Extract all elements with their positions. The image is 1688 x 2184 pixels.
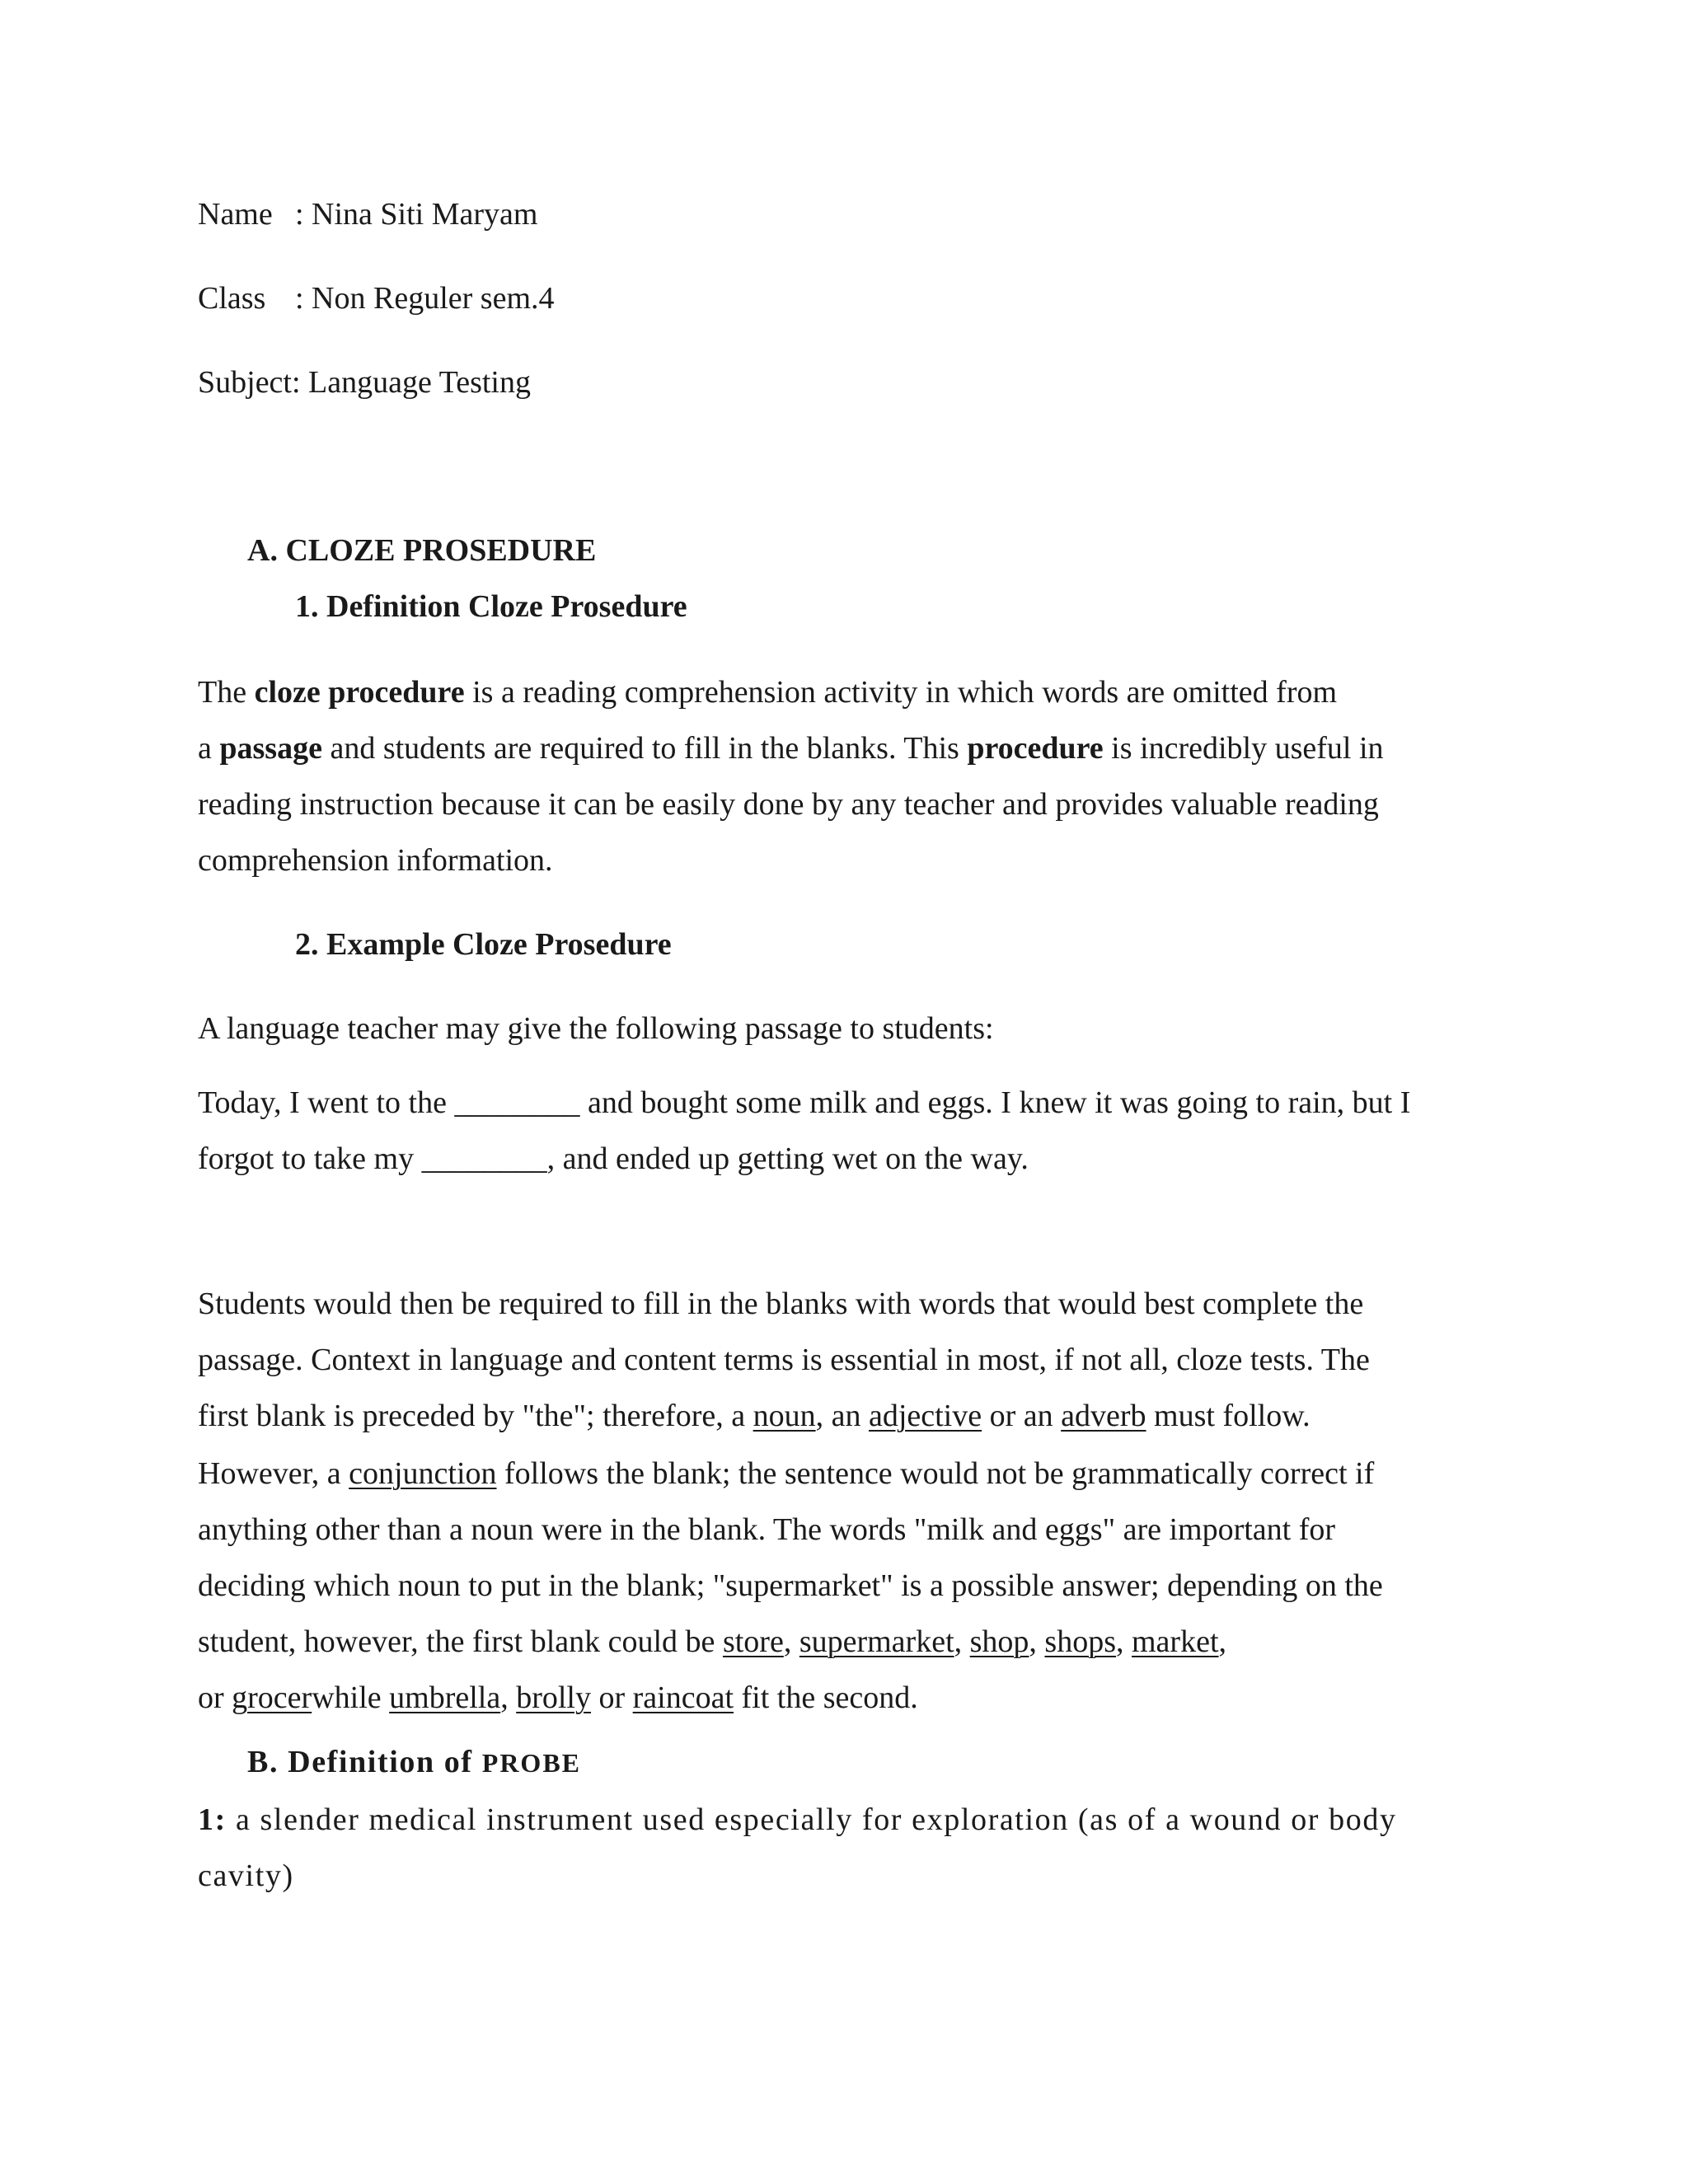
- text-span: B. Definition of: [247, 1745, 482, 1779]
- text-span: , an: [815, 1399, 869, 1433]
- text-span: is a reading comprehension activity in which words are omitted from: [464, 675, 1338, 710]
- class-label: Class: [198, 281, 266, 316]
- text-span: ,: [1029, 1624, 1045, 1659]
- name-label: Name: [198, 197, 273, 232]
- link-store[interactable]: store: [722, 1624, 784, 1659]
- probe-definition-line-1: [198, 1802, 1397, 1838]
- name-line: [198, 196, 537, 232]
- definition-heading: 1. Definition Cloze Prosedure: [295, 589, 687, 624]
- subject-line: [198, 364, 531, 401]
- link-grocer[interactable]: grocer: [232, 1680, 312, 1715]
- text-span: ,: [783, 1624, 799, 1659]
- term-procedure: procedure: [967, 731, 1104, 766]
- text-span: or: [590, 1680, 633, 1715]
- example-intro: A language teacher may give the following passage to students:: [198, 1011, 994, 1046]
- definition-line-1: [198, 674, 1337, 710]
- section-a-heading: A. CLOZE PROSEDURE: [247, 533, 597, 568]
- link-adverb[interactable]: adverb: [1061, 1399, 1146, 1433]
- probe-definition-line-2: cavity): [198, 1858, 294, 1893]
- text-span: must follow.: [1146, 1399, 1311, 1433]
- link-adjective[interactable]: adjective: [868, 1399, 982, 1433]
- link-supermarket[interactable]: supermarket: [799, 1624, 954, 1659]
- subject-value: : Language Testing: [291, 365, 531, 400]
- text-span: or: [198, 1680, 232, 1715]
- text-span: However, a: [198, 1456, 349, 1491]
- definition-line-2: [198, 730, 1384, 766]
- class-line: [198, 280, 555, 316]
- text-span: ,: [1218, 1624, 1227, 1659]
- text-span: fit the second.: [734, 1680, 918, 1715]
- section-b-heading: [247, 1744, 581, 1781]
- text-span: ,: [954, 1624, 970, 1659]
- explanation-line-1: Students would then be required to fill in the blanks with words that would best complete the: [198, 1286, 1364, 1321]
- explanation-line-8: [198, 1680, 918, 1716]
- example-passage-line-1: Today, I went to the ________ and bought some milk and eggs. I knew it was going to rain, but I: [198, 1085, 1411, 1120]
- explanation-line-2: passage. Context in language and content terms is essential in most, if not all, cloze tests. The: [198, 1343, 1370, 1377]
- example-passage-line-2: forgot to take my ________, and ended up getting wet on the way.: [198, 1141, 1029, 1176]
- link-raincoat[interactable]: raincoat: [632, 1680, 734, 1715]
- subject-label: Subject: [198, 365, 292, 400]
- link-conjunction[interactable]: conjunction: [349, 1456, 497, 1491]
- text-span: and students are required to fill in the blanks. This: [321, 731, 968, 766]
- definition-line-4: comprehension information.: [198, 843, 553, 878]
- text-span: a slender medical instrument used especially for exploration (as of a wound or body: [226, 1802, 1397, 1837]
- text-span: ,: [500, 1680, 517, 1715]
- link-umbrella[interactable]: umbrella: [389, 1680, 501, 1715]
- explanation-line-6: deciding which noun to put in the blank; "supermarket" is a possible answer; depending on the: [198, 1568, 1383, 1603]
- text-span: is incredibly useful in: [1103, 731, 1384, 766]
- probe-term: PROBE: [481, 1748, 581, 1778]
- link-noun[interactable]: noun: [753, 1399, 816, 1433]
- link-market[interactable]: market: [1132, 1624, 1219, 1659]
- text-span: ,: [1116, 1624, 1132, 1659]
- term-passage: passage: [219, 731, 322, 766]
- explanation-line-7: [198, 1624, 1226, 1660]
- text-span: while: [312, 1680, 390, 1715]
- class-value: : Non Reguler sem.4: [295, 281, 555, 316]
- explanation-line-3: [198, 1398, 1311, 1434]
- explanation-line-4: [198, 1455, 1374, 1492]
- definition-number: 1:: [198, 1802, 227, 1837]
- text-span: student, however, the first blank could be: [198, 1624, 723, 1659]
- definition-line-3: reading instruction because it can be easily done by any teacher and provides valuable reading: [198, 787, 1379, 822]
- link-brolly[interactable]: brolly: [516, 1680, 591, 1715]
- text-span: or an: [982, 1399, 1062, 1433]
- text-span: The: [198, 675, 255, 710]
- link-shop[interactable]: shop: [969, 1624, 1029, 1659]
- example-heading: 2. Example Cloze Prosedure: [295, 927, 672, 962]
- text-span: a: [198, 731, 220, 766]
- explanation-line-5: anything other than a noun were in the blank. The words "milk and eggs" are important for: [198, 1512, 1336, 1547]
- name-value: : Nina Siti Maryam: [295, 197, 538, 232]
- text-span: follows the blank; the sentence would not be grammatically correct if: [496, 1456, 1375, 1491]
- term-cloze-procedure: cloze procedure: [254, 675, 465, 710]
- link-shops[interactable]: shops: [1044, 1624, 1116, 1659]
- text-span: first blank is preceded by "the"; therefore, a: [198, 1399, 753, 1433]
